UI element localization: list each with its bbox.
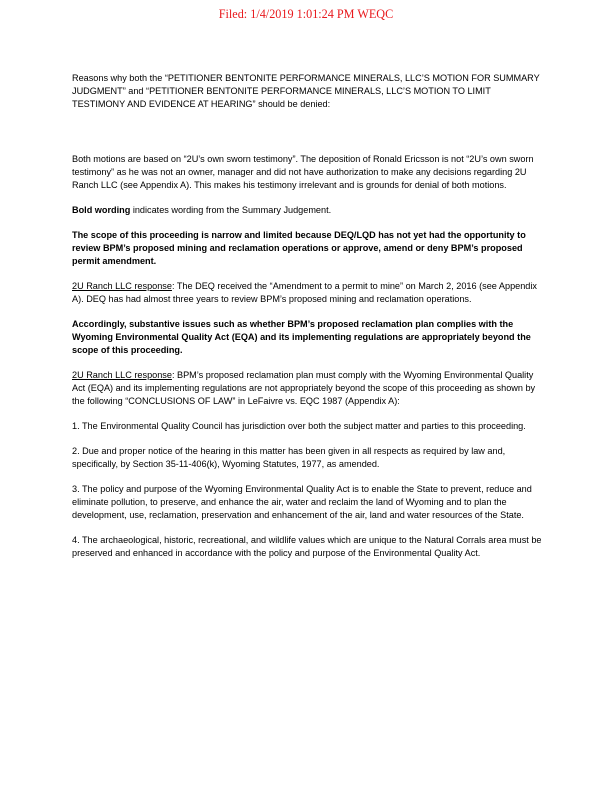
accordingly-paragraph: Accordingly, substantive issues such as whether BPM’s proposed reclamation plan complies with the Wyoming Environmental Quality Act (EQA) and its implementing regulations are appropriately beyond the scope of this proceeding.	[72, 319, 531, 355]
conclusion-3: 3. The policy and purpose of the Wyoming Environmental Quality Act is to enable the State to prevent, reduce and eliminate pollution, to preserve, and enhance the air, water and reclaim the land of Wyoming and to plan the development, use, reclamation, preservation and enhancement of the air, land and water resources of the State.	[72, 484, 532, 520]
response-two-label: 2U Ranch LLC response	[72, 370, 172, 380]
bold-note-paragraph	[72, 204, 542, 217]
bold-note-label: Bold wording	[72, 205, 131, 215]
document-body	[72, 72, 542, 572]
response-one-paragraph	[72, 280, 542, 306]
response-one-label: 2U Ranch LLC response	[72, 281, 172, 291]
bold-note-text: indicates wording from the Summary Judgement.	[130, 205, 332, 215]
conclusion-4: 4. The archaeological, historic, recreational, and wildlife values which are unique to the Natural Corrals area must be preserved and enhanced in accordance with the policy and purpose of the Environmental Quality Act.	[72, 535, 542, 558]
motions-paragraph: Both motions are based on “2U’s own sworn testimony”. The deposition of Ronald Ericsson is not “2U’s own sworn testimony” as he was not an owner, manager and did not have authorization to make any decisions regarding 2U Ranch LLC (see Appendix A). This makes his testimony irrelevant and is grounds for denial of both motions.	[72, 154, 534, 190]
response-two-paragraph	[72, 369, 542, 408]
filed-stamp: Filed: 1/4/2019 1:01:24 PM WEQC	[218, 7, 394, 21]
conclusion-1: 1. The Environmental Quality Council has jurisdiction over both the subject matter and parties to this proceeding.	[72, 421, 526, 431]
conclusion-2: 2. Due and proper notice of the hearing in this matter has been given in all respects as required by law and, specifically, by Section 35-11-406(k), Wyoming Statutes, 1977, as amended.	[72, 446, 506, 469]
response-one-text: : The DEQ received the “Amendment to a permit to mine” on March 2, 2016 (see Appendix A). DEQ has had almost three years to review BPM’s proposed mining and reclamation operations.	[72, 281, 537, 304]
reasons-paragraph: Reasons why both the “PETITIONER BENTONITE PERFORMANCE MINERALS, LLC’S MOTION FOR SUMMARY JUDGMENT” and “PETITIONER BENTONITE PERFORMANCE MINERALS, LLC’S MOTION TO LIMIT TESTIMONY AND EVIDENCE AT HEARING” should be denied:	[72, 73, 540, 109]
scope-paragraph: The scope of this proceeding is narrow and limited because DEQ/LQD has not yet had the opportunity to review BPM’s proposed mining and reclamation operations or approve, amend or deny BPM’s proposed permit amendment.	[72, 230, 526, 266]
response-two-text: : BPM’s proposed reclamation plan must comply with the Wyoming Environmental Quality Act (EQA) and its implementing regulations are not appropriately beyond the scope of this proceeding as shown by the following “CONCLUSIONS OF LAW” in LeFaivre vs. EQC 1987 (Appendix A):	[72, 370, 536, 406]
